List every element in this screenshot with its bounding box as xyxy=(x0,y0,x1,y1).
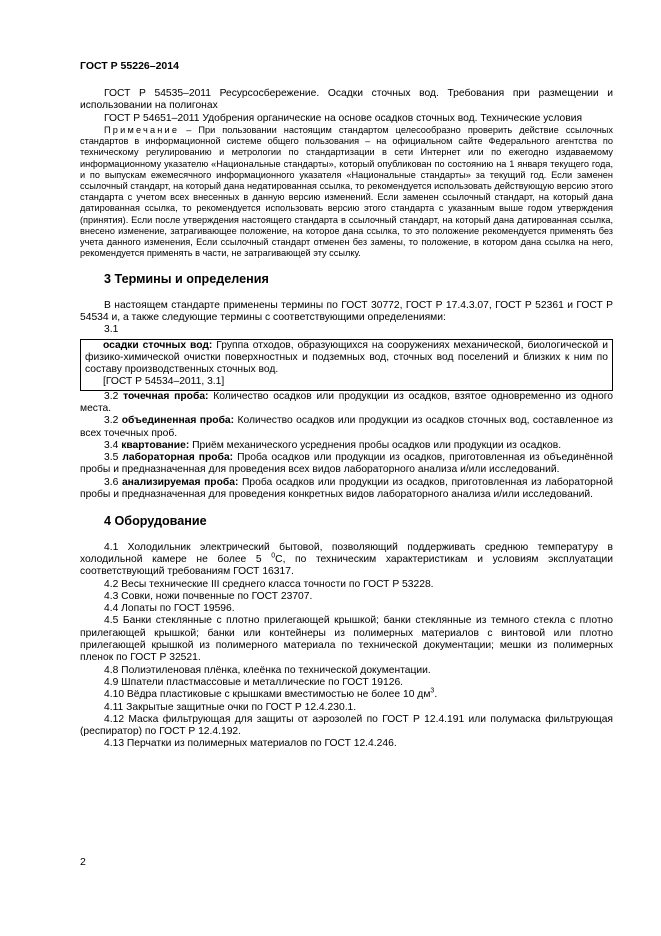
equipment-item: 4.13 Перчатки из полимерных материалов по ГОСТ 12.4.246. xyxy=(104,738,397,750)
note-block xyxy=(80,125,613,259)
equipment-item: 4.11 Закрытые защитные очки по ГОСТ Р 12.4.230.1. xyxy=(104,701,357,713)
term-name: осадки сточных вод: xyxy=(103,339,213,351)
equipment-item: 4.5 Банки стеклянные с плотно прилегающей крышкой; банки стеклянные из темного стекла с плотно прилегающей крышкой; банки или контейнеры из полимерных материалов с винтовой или плотно прилегающей крышкой из полимерного материала по технической документации; мешки из полимерных пленок по ГОСТ Р 32521. xyxy=(80,615,613,664)
term-item: 3.2 объединенная проба: Количество осадков или продукции из осадков сточных вод, составленное из всех точечных проб. xyxy=(80,415,613,439)
equipment-item: 4.3 Совки, ножи почвенные по ГОСТ 23707. xyxy=(104,590,313,602)
reference-item: ГОСТ Р 54535–2011 Ресурсосбережение. Осадки сточных вод. Требования при размещении и использовании на полигонах xyxy=(80,88,613,112)
term-source: [ГОСТ Р 54534–2011, 3.1] xyxy=(103,376,225,388)
reference-item: ГОСТ Р 54651–2011 Удобрения органические на основе осадков сточных вод. Технические условия xyxy=(104,112,583,124)
equipment-item: 4.1 Холодильник электрический бытовой, позволяющий поддерживать среднюю температуру в холодильной камере не более 5 $^0$С, по техническим характеристикам и условиям эксплуатации соответствующий требованиям ГОСТ 16317. xyxy=(80,541,613,578)
boxed-term-definition xyxy=(80,339,613,391)
note-label: Примечание xyxy=(104,124,180,135)
term-item: 3.2 точечная проба: Количество осадков или продукции из осадков, взятое одновременно из одного места. xyxy=(80,390,613,414)
equipment-item: 4.4 Лопаты по ГОСТ 19596. xyxy=(104,603,235,615)
term-item: 3.4 квартование: Приём механического усреднения пробы осадков или продукции из осадков. xyxy=(104,439,562,451)
section-3-title: 3 Термины и определения xyxy=(104,272,269,287)
term-item: 3.5 лабораторная проба: Проба осадков или продукции из осадков, приготовленная из объединённой пробы и предназначенная для проведения всех видов лабораторного анализа и/или исследований. xyxy=(80,452,613,476)
note-text: – При пользовании настоящим стандартом целесообразно проверить действие ссылочных стандартов в информационной системе общего пользования – на официальном сайте Федерального агентства по техническому регулированию и метрологии по стандартизации в сети Интернет или по ежегодно издаваемому информационному указателю «Национальные стандарты», который опубликован по состоянию на 1 января текущего года, и по выпускам ежемесячного информационного указателя «Национальные стандарты» за текущий год. Если заменен ссылочный стандарт, на который дана недатированная ссылка, то рекомендуется использовать действующую версию этого стандарта с учетом всех внесенных в данную версию изменений. Если заменен ссылочный стандарт, на который дана датированная ссылка, то рекомендуется использовать версию этого стандарта с указанным выше годом утверждения (принятия). Если после утверждения настоящего стандарта в ссылочный стандарт, на который дана датированная ссылка, внесено изменение, затрагивающее положение, на которое дана ссылка, то это положение рекомендуется применять без учета данного изменения, Если ссылочный стандарт отменен без замены, то положение, в котором дана ссылка на него, рекомендуется применять в части, не затрагивающей эту ссылку. xyxy=(80,124,613,259)
page-number: 2 xyxy=(80,856,86,868)
equipment-item: 4.2 Весы технические III среднего класса точности по ГОСТ Р 53228. xyxy=(104,578,434,590)
page-content xyxy=(80,88,613,751)
document-header: ГОСТ Р 55226–2014 xyxy=(80,60,179,72)
term-number: 3.1 xyxy=(104,324,119,336)
section-3-intro: В настоящем стандарте применены термины по ГОСТ 30772, ГОСТ Р 17.4.3.07, ГОСТ Р 52361 и ГОСТ Р 54534 и, а также следующие термины с соответствующими определениями: xyxy=(80,299,613,323)
term-definition: Группа отходов, образующихся на сооружениях механической, биологической и физико-химической очистки поверхностных и подземных вод, сточных вод поселений и близких к ним по составу производственных сточных вод. xyxy=(85,339,608,376)
equipment-item: 4.9 Шпатели пластмассовые и металлические по ГОСТ 19126. xyxy=(104,676,404,688)
section-4-title: 4 Оборудование xyxy=(104,514,207,529)
term-item: 3.6 анализируемая проба: Проба осадков или продукции из осадков, приготовленная из лабораторной пробы и предназначенная для проведения конкретных видов лабораторного анализа и/или исследований. xyxy=(80,476,613,501)
equipment-item: 4.8 Полиэтиленовая плёнка, клеёнка по технической документации. xyxy=(104,664,431,676)
equipment-item: 4.10 Вёдра пластиковые с крышками вместимостью не более 10 $дм^3$. xyxy=(104,687,438,701)
equipment-item: 4.12 Маска фильтрующая для защиты от аэрозолей по ГОСТ Р 12.4.191 или полумаска фильтрующая (респиратор) по ГОСТ Р 12.4.192. xyxy=(80,713,613,738)
